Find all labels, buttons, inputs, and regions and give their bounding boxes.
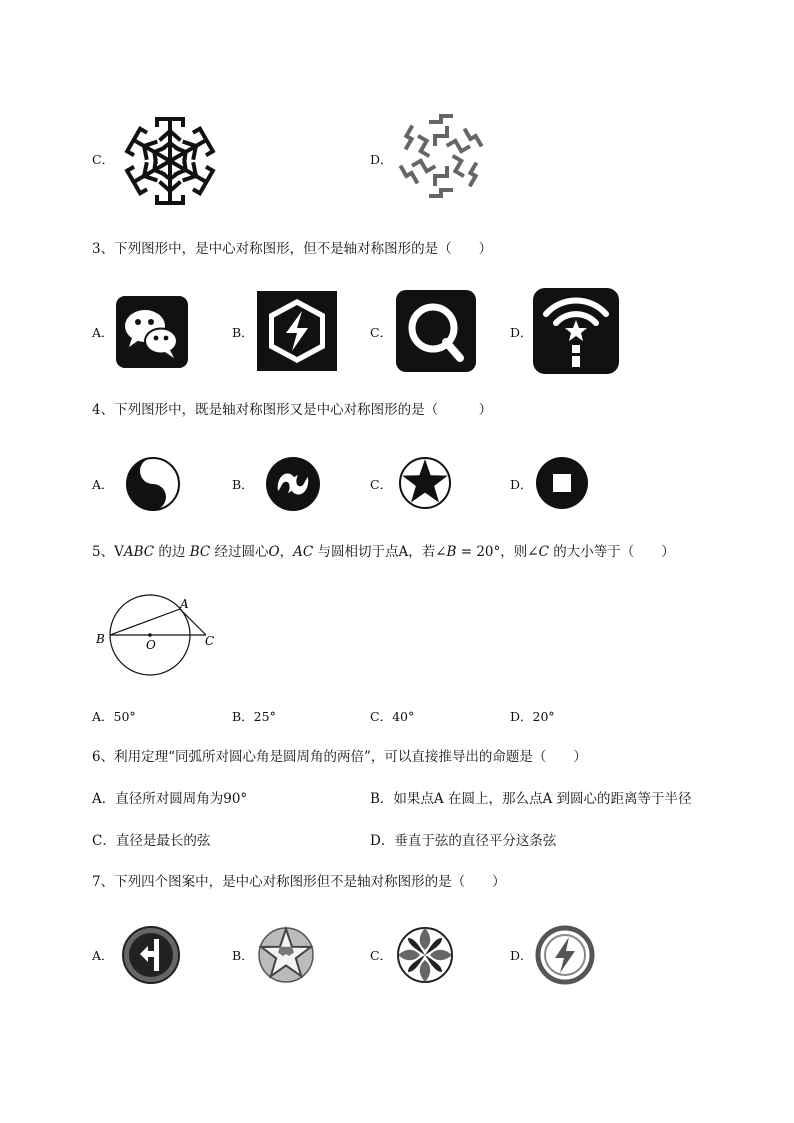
q7-option-b-label: B．	[232, 948, 254, 963]
q6-stem: 6、利用定理“同弧所对圆心角是圆周角的两倍”，可以直接推导出的命题是（ ）	[92, 749, 587, 765]
q4-option-b-label: B．	[232, 477, 254, 492]
q4-option-a-label: A．	[92, 477, 114, 492]
snowflake-c-icon	[122, 115, 218, 207]
q3-option-a-label: A．	[92, 325, 114, 340]
road-sign-icon	[120, 925, 182, 985]
q5-label-c: C	[205, 634, 215, 648]
yin-yang-icon	[125, 456, 181, 512]
q6-option-a: A．直径所对圆周角为90°	[92, 791, 248, 807]
snowflake-d-icon	[395, 112, 487, 200]
q5-label-a: A	[180, 597, 189, 611]
lightning-icon	[257, 291, 337, 371]
q7-option-a-label: A．	[92, 948, 114, 963]
q2-option-d-label: D．	[370, 152, 393, 167]
q5-option-c: C．40°	[370, 709, 415, 724]
q5-stem: 5、VABC 的边 BC 经过圆心O，AC 与圆相切于点A，若∠B = 20°，则∠C 的大小等于（ ）	[92, 544, 675, 560]
search-q-icon	[396, 290, 476, 372]
q4-option-d-label: D．	[510, 477, 533, 492]
q4-option-c-label: C．	[370, 477, 393, 492]
q5-figure	[92, 590, 232, 690]
q5-option-b: B．25°	[232, 709, 276, 724]
q6-option-b: B．如果点A 在圆上，那么点A 到圆心的距离等于半径	[370, 791, 692, 807]
q5-segment-ac	[180, 609, 206, 635]
q3-option-c-label: C．	[370, 325, 393, 340]
q3-stem: 3、下列图形中，是中心对称图形，但不是轴对称图形的是（ ）	[92, 241, 493, 257]
q5-center-dot	[148, 633, 152, 637]
coin-square-icon	[534, 455, 590, 511]
q5-segment-ab	[110, 609, 180, 635]
q5-label-b: B	[96, 632, 105, 646]
q7-stem: 7、下列四个图案中，是中心对称图形但不是轴对称图形的是（ ）	[92, 874, 506, 890]
wechat-icon	[116, 296, 188, 368]
q5-option-d: D．20°	[510, 709, 555, 724]
q7-option-d-label: D．	[510, 948, 533, 963]
pentagram-icon	[256, 924, 316, 984]
q2-option-c-label: C．	[92, 152, 115, 167]
swirl-logo-icon	[264, 455, 322, 513]
four-petal-icon	[396, 926, 454, 984]
q3-option-d-label: D．	[510, 325, 533, 340]
wifi-star-icon	[533, 288, 619, 374]
q4-stem: 4、下列图形中，既是轴对称图形又是中心对称图形的是（ ）	[92, 402, 493, 418]
q5-option-a: A．50°	[92, 709, 136, 724]
q5-label-o: O	[146, 638, 156, 652]
lightning-ring-icon	[535, 925, 595, 985]
q3-option-b-label: B．	[232, 325, 254, 340]
star-circle-icon	[398, 456, 452, 510]
q6-option-d: D．垂直于弦的直径平分这条弦	[370, 833, 557, 849]
q7-option-c-label: C．	[370, 948, 393, 963]
q6-option-c: C．直径是最长的弦	[92, 833, 211, 849]
